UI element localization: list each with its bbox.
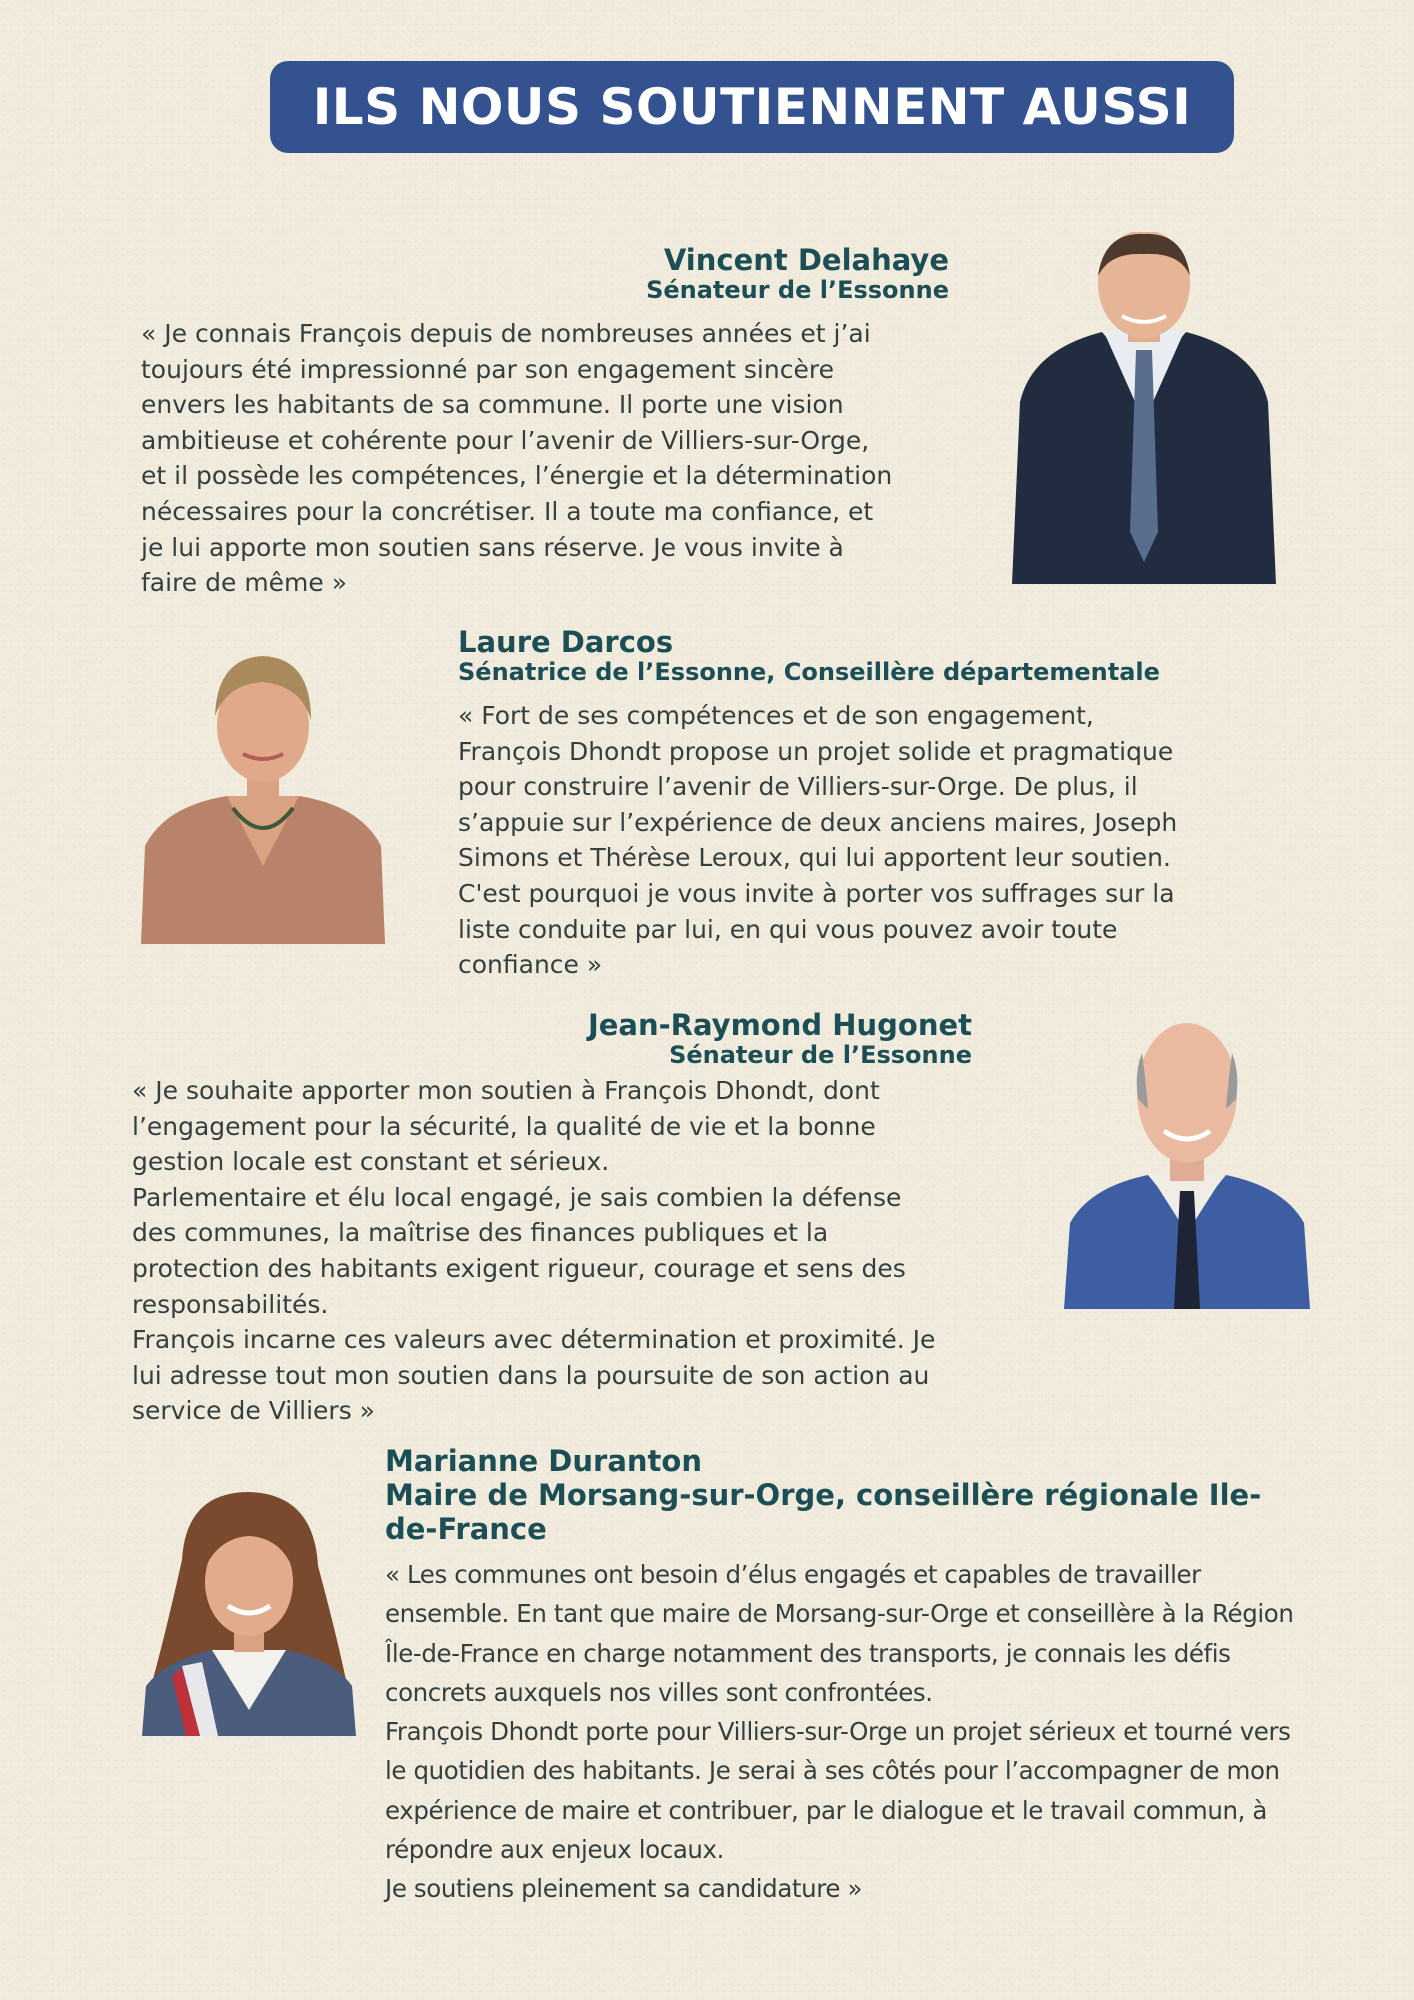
supporter-quote: « Les communes ont besoin d’élus engagés et capables de travailler ensemble. En tant que maire de Morsang-sur-Orge et conseillère à la Région Île-de-France en charge notamment des transports, je connais les défis concrets auxquels nos villes sont confrontées. François Dhondt porte pour Villiers-sur-Orge un projet sérieux et tourné vers le quotidien des habitants. Je serai à ses côtés pour l’accompagner de mon expérience de maire et contribuer, par le dialogue et le travail commun, à répondre aux enjeux locaux. Je soutiens pleinement sa candidature » — [385, 1560, 1294, 1904]
supporter-photo — [141, 636, 385, 944]
supporter-name: Jean-Raymond Hugonet — [587, 1008, 972, 1042]
supporter-quote: « Fort de ses compétences et de son engagement, François Dhondt propose un projet solide et pragmatique pour construire l’avenir de Villiers-sur-Orge. De plus, il s’appuie sur l’expérience de deux anciens maires, Joseph Simons et Thérèse Leroux, qui lui apportent leur soutien. C'est pourquoi je vous invite à porter vos suffrages sur la liste conduite par lui, en qui vous pouvez avoir toute confiance » — [458, 701, 1178, 980]
supporter-quote: « Je souhaite apporter mon soutien à François Dhondt, dont l’engagement pour la sécurité, la qualité de vie et la bonne gestion locale est constant et sérieux. Parlementaire et élu local engagé, je sais combien la défense des communes, la maîtrise des finances publiques et la protection des habitants exigent rigueur, courage et sens des responsabilités. François incarne ces valeurs avec détermination et proximité. Je lui adresse tout mon soutien dans la poursuite de son action au service de Villiers » — [132, 1076, 936, 1426]
supporter-role: Sénatrice de l’Essonne, Conseillère départementale — [458, 658, 1160, 686]
supporter-role: Sénateur de l’Essonne — [669, 1041, 972, 1069]
supporter-name: Laure Darcos — [458, 625, 674, 659]
supporter-name: Marianne Duranton — [385, 1444, 702, 1478]
supporter-photo — [1012, 232, 1276, 584]
supporter-role: Maire de Morsang-sur-Orge, conseillère régionale Ile- de-France — [385, 1478, 1262, 1546]
supporter-name: Vincent Delahaye — [663, 243, 949, 277]
supporter-role: Sénateur de l’Essonne — [646, 276, 949, 304]
title-banner — [270, 61, 1234, 153]
page-title: ILS NOUS SOUTIENNENT AUSSI — [312, 78, 1192, 136]
supporter-photo — [142, 1490, 356, 1736]
supporter-quote: « Je connais François depuis de nombreuses années et j’ai toujours été impressionné par son engagement sincère envers les habitants de sa commune. Il porte une vision ambitieuse et cohérente pour l’avenir de Villiers-sur-Orge, et il possède les compétences, l’énergie et la détermination nécessaires pour la concrétiser. Il a toute ma confiance, et je lui apporte mon soutien sans réserve. Je vous invite à faire de même » — [141, 319, 893, 598]
supporter-photo — [1064, 1013, 1310, 1309]
